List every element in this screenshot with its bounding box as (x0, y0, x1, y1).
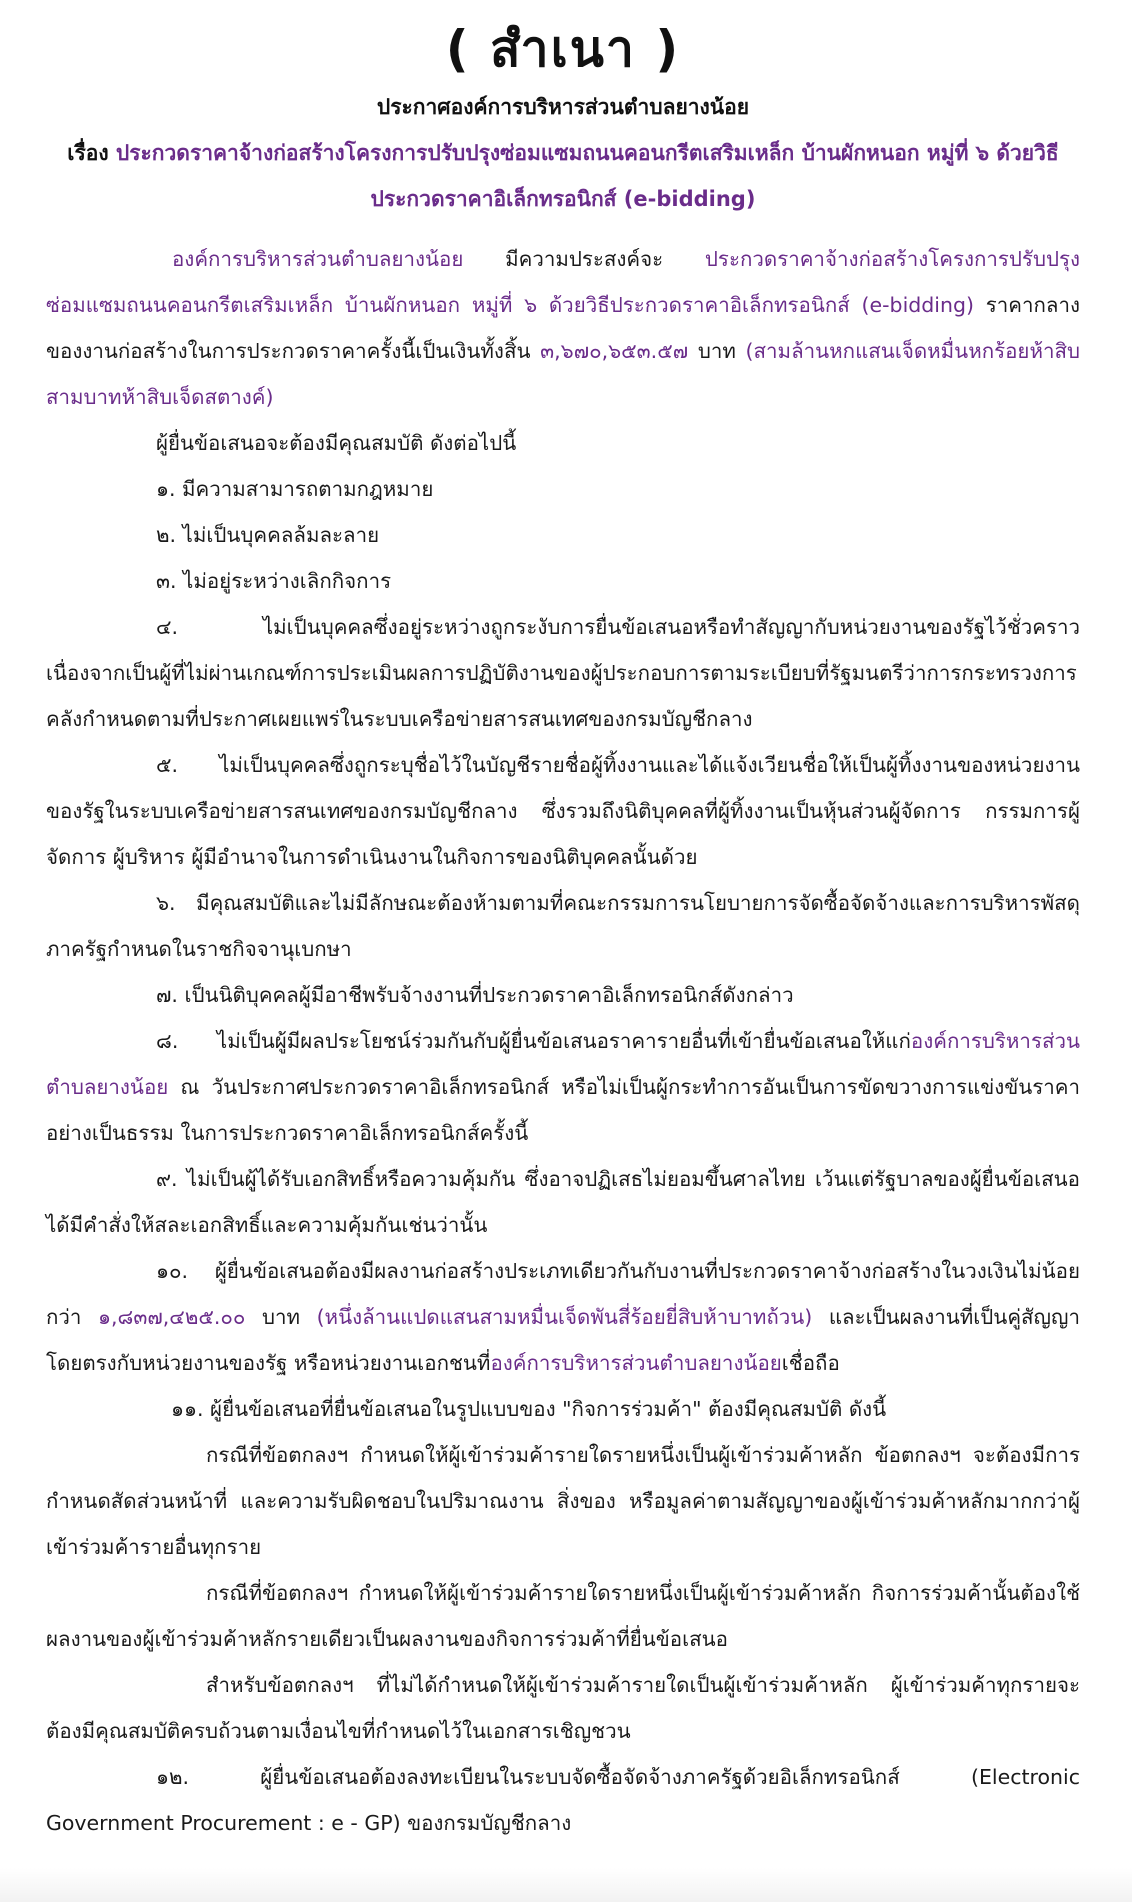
intro-paragraph (46, 236, 1080, 420)
page-bottom-shade (0, 1868, 1132, 1902)
subject-text-1: ประกวดราคาจ้างก่อสร้างโครงการปรับปรุงซ่อมแซมถนนคอนกรีตเสริมเหล็ก บ้านผักหนอก หมู่ที่ ๖ ด้วยวิธี (115, 141, 1059, 165)
item-10-amount-words: (หนึ่งล้านแปดแสนสามหมื่นเจ็ดพันสี่ร้อยยี่สิบห้าบาทถ้วน) (316, 1305, 813, 1329)
item-12: ๑๒. ผู้ยื่นข้อเสนอต้องลงทะเบียนในระบบจัดซื้อจัดจ้างภาครัฐด้วยอิเล็กทรอนิกส์ (Electronic Government Procurement : e - GP) ของกรมบัญชีกลาง (46, 1765, 1080, 1835)
item-10-text-a: ๑๐. ผู้ยื่นข้อเสนอต้องมีผลงานก่อสร้างประเภทเดียวกันกับงานที่ประกวดราคาจ้างก่อสร้างในวงเงินไม่น้อยกว่า (46, 1259, 1080, 1329)
intro-median-text: ราคากลางของงานก่อสร้างในการประกวดราคาครั้งนี้เป็นเงินทั้งสิ้น (46, 293, 1080, 363)
item-4: ๔. ไม่เป็นบุคคลซึ่งอยู่ระหว่างถูกระงับการยื่นข้อเสนอหรือทำสัญญากับหน่วยงานของรัฐไว้ชั่วคราว เนื่องจากเป็นผู้ที่ไม่ผ่านเกณฑ์การประเมินผลการปฏิบัติงานของผู้ประกอบการตามระเบียบที่รัฐมนตรีว่าการกระทรวงการคลังกำหนดตามที่ประกาศเผยแพร่ในระบบเครือข่ายสารสนเทศของกรมบัญชีกลาง (46, 615, 1080, 731)
intro-amount-words: (สามล้านหกแสนเจ็ดหมื่นหกร้อยห้าสิบสามบาทห้าสิบเจ็ดสตางค์) (46, 339, 1080, 409)
item-11: ๑๑. ผู้ยื่นข้อเสนอที่ยื่นข้อเสนอในรูปแบบของ "กิจการร่วมค้า" ต้องมีคุณสมบัติ ดังนี้ (171, 1397, 887, 1421)
item-10-text-b: และเป็นผลงานที่เป็นคู่สัญญาโดยตรงกับหน่วยงานของรัฐ หรือหน่วยงานเอกชนที่ (46, 1305, 1080, 1375)
item-5: ๕. ไม่เป็นบุคคลซึ่งถูกระบุชื่อไว้ในบัญชีรายชื่อผู้ทิ้งงานและได้แจ้งเวียนชื่อให้เป็นผู้ทิ้งงานของหน่วยงานของรัฐในระบบเครือข่ายสารสนเทศของกรมบัญชีกลาง ซึ่งรวมถึงนิติบุคคลที่ผู้ทิ้งงานเป็นหุ้นส่วนผู้จัดการ กรรมการผู้จัดการ ผู้บริหาร ผู้มีอำนาจในการดำเนินงานในกิจการของนิติบุคคลนั้นด้วย (46, 753, 1080, 869)
item-10-baht: บาท (245, 1305, 317, 1329)
item-10 (46, 1248, 1080, 1386)
document-body (46, 236, 1080, 1846)
item-10-org: องค์การบริหารส่วนตำบลยางน้อย (490, 1351, 782, 1375)
qualifications-heading: ผู้ยื่นข้อเสนอจะต้องมีคุณสมบัติ ดังต่อไปนี้ (156, 431, 517, 455)
copy-label: ( สำเนา ) (445, 20, 681, 78)
item-3: ๓. ไม่อยู่ระหว่างเลิกกิจการ (156, 569, 392, 593)
item-9: ๙. ไม่เป็นผู้ได้รับเอกสิทธิ์หรือความคุ้มกัน ซึ่งอาจปฏิเสธไม่ยอมขึ้นศาลไทย เว้นแต่รัฐบาลของผู้ยื่นข้อเสนอได้มีคำสั่งให้สละเอกสิทธิ์และความคุ้มกันเช่นว่านั้น (46, 1167, 1080, 1237)
intro-baht: บาท (688, 339, 746, 363)
document-heading (46, 84, 1080, 222)
item-8-text-a: ๘. ไม่เป็นผู้มีผลประโยชน์ร่วมกันกับผู้ยื่นข้อเสนอราคารายอื่นที่เข้ายื่นข้อเสนอให้แก่ (156, 1029, 911, 1053)
document-page (0, 14, 1132, 1902)
intro-project: ประกวดราคาจ้างก่อสร้างโครงการปรับปรุงซ่อมแซมถนนคอนกรีตเสริมเหล็ก บ้านผักหนอก หมู่ที่ ๖ ด้วยวิธีประกวดราคาอิเล็กทรอนิกส์ (e-bidding) (46, 247, 1080, 317)
item-10-text-c: เชื่อถือ (781, 1351, 840, 1375)
item-8-text-b: ณ วันประกาศประกวดราคาอิเล็กทรอนิกส์ หรือไม่เป็นผู้กระทำการอันเป็นการขัดขวางการแข่งขันราคาอย่างเป็นธรรม ในการประกวดราคาอิเล็กทรอนิกส์ครั้งนี้ (46, 1075, 1080, 1145)
intro-wish: มีความประสงค์จะ (463, 247, 705, 271)
item-7: ๗. เป็นนิติบุคคลผู้มีอาชีพรับจ้างงานที่ประกวดราคาอิเล็กทรอนิกส์ดังกล่าว (156, 983, 794, 1007)
subject-line (46, 130, 1080, 176)
intro-org: องค์การบริหารส่วนตำบลยางน้อย (172, 247, 464, 271)
item-11-case-2: กรณีที่ข้อตกลงฯ กำหนดให้ผู้เข้าร่วมค้ารายใดรายหนึ่งเป็นผู้เข้าร่วมค้าหลัก กิจการร่วมค้านั้นต้องใช้ผลงานของผู้เข้าร่วมค้าหลักรายเดียวเป็นผลงานของกิจการร่วมค้าที่ยื่นข้อเสนอ (46, 1581, 1080, 1651)
announcement-line: ประกาศองค์การบริหารส่วนตำบลยางน้อย (376, 95, 750, 119)
item-6: ๖. มีคุณสมบัติและไม่มีลักษณะต้องห้ามตามที่คณะกรรมการนโยบายการจัดซื้อจัดจ้างและการบริหารพัสดุภาครัฐกำหนดในราชกิจจานุเบกษา (46, 891, 1080, 961)
subject-prefix: เรื่อง (67, 141, 116, 165)
item-11-case-3: สำหรับข้อตกลงฯ ที่ไม่ได้กำหนดให้ผู้เข้าร่วมค้ารายใดเป็นผู้เข้าร่วมค้าหลัก ผู้เข้าร่วมค้าทุกรายจะต้องมีคุณสมบัติครบถ้วนตามเงื่อนไขที่กำหนดไว้ในเอกสารเชิญชวน (46, 1673, 1080, 1743)
intro-amount: ๓,๖๗๐,๖๕๓.๕๗ (540, 339, 689, 363)
item-1: ๑. มีความสามารถตามกฎหมาย (156, 477, 434, 501)
item-11-case-1: กรณีที่ข้อตกลงฯ กำหนดให้ผู้เข้าร่วมค้ารายใดรายหนึ่งเป็นผู้เข้าร่วมค้าหลัก ข้อตกลงฯ จะต้องมีการกำหนดสัดส่วนหน้าที่ และความรับผิดชอบในปริมาณงาน สิ่งของ หรือมูลค่าตามสัญญาของผู้เข้าร่วมค้าหลักมากกว่าผู้เข้าร่วมค้ารายอื่นทุกราย (46, 1443, 1080, 1559)
item-2: ๒. ไม่เป็นบุคคลล้มละลาย (156, 523, 380, 547)
item-8 (46, 1018, 1080, 1156)
item-8-org: องค์การบริหารส่วนตำบลยางน้อย (46, 1029, 1080, 1099)
item-10-amount: ๑,๘๓๗,๔๒๕.๐๐ (98, 1305, 246, 1329)
subject-text-2: ประกวดราคาอิเล็กทรอนิกส์ (e-bidding) (370, 187, 756, 211)
